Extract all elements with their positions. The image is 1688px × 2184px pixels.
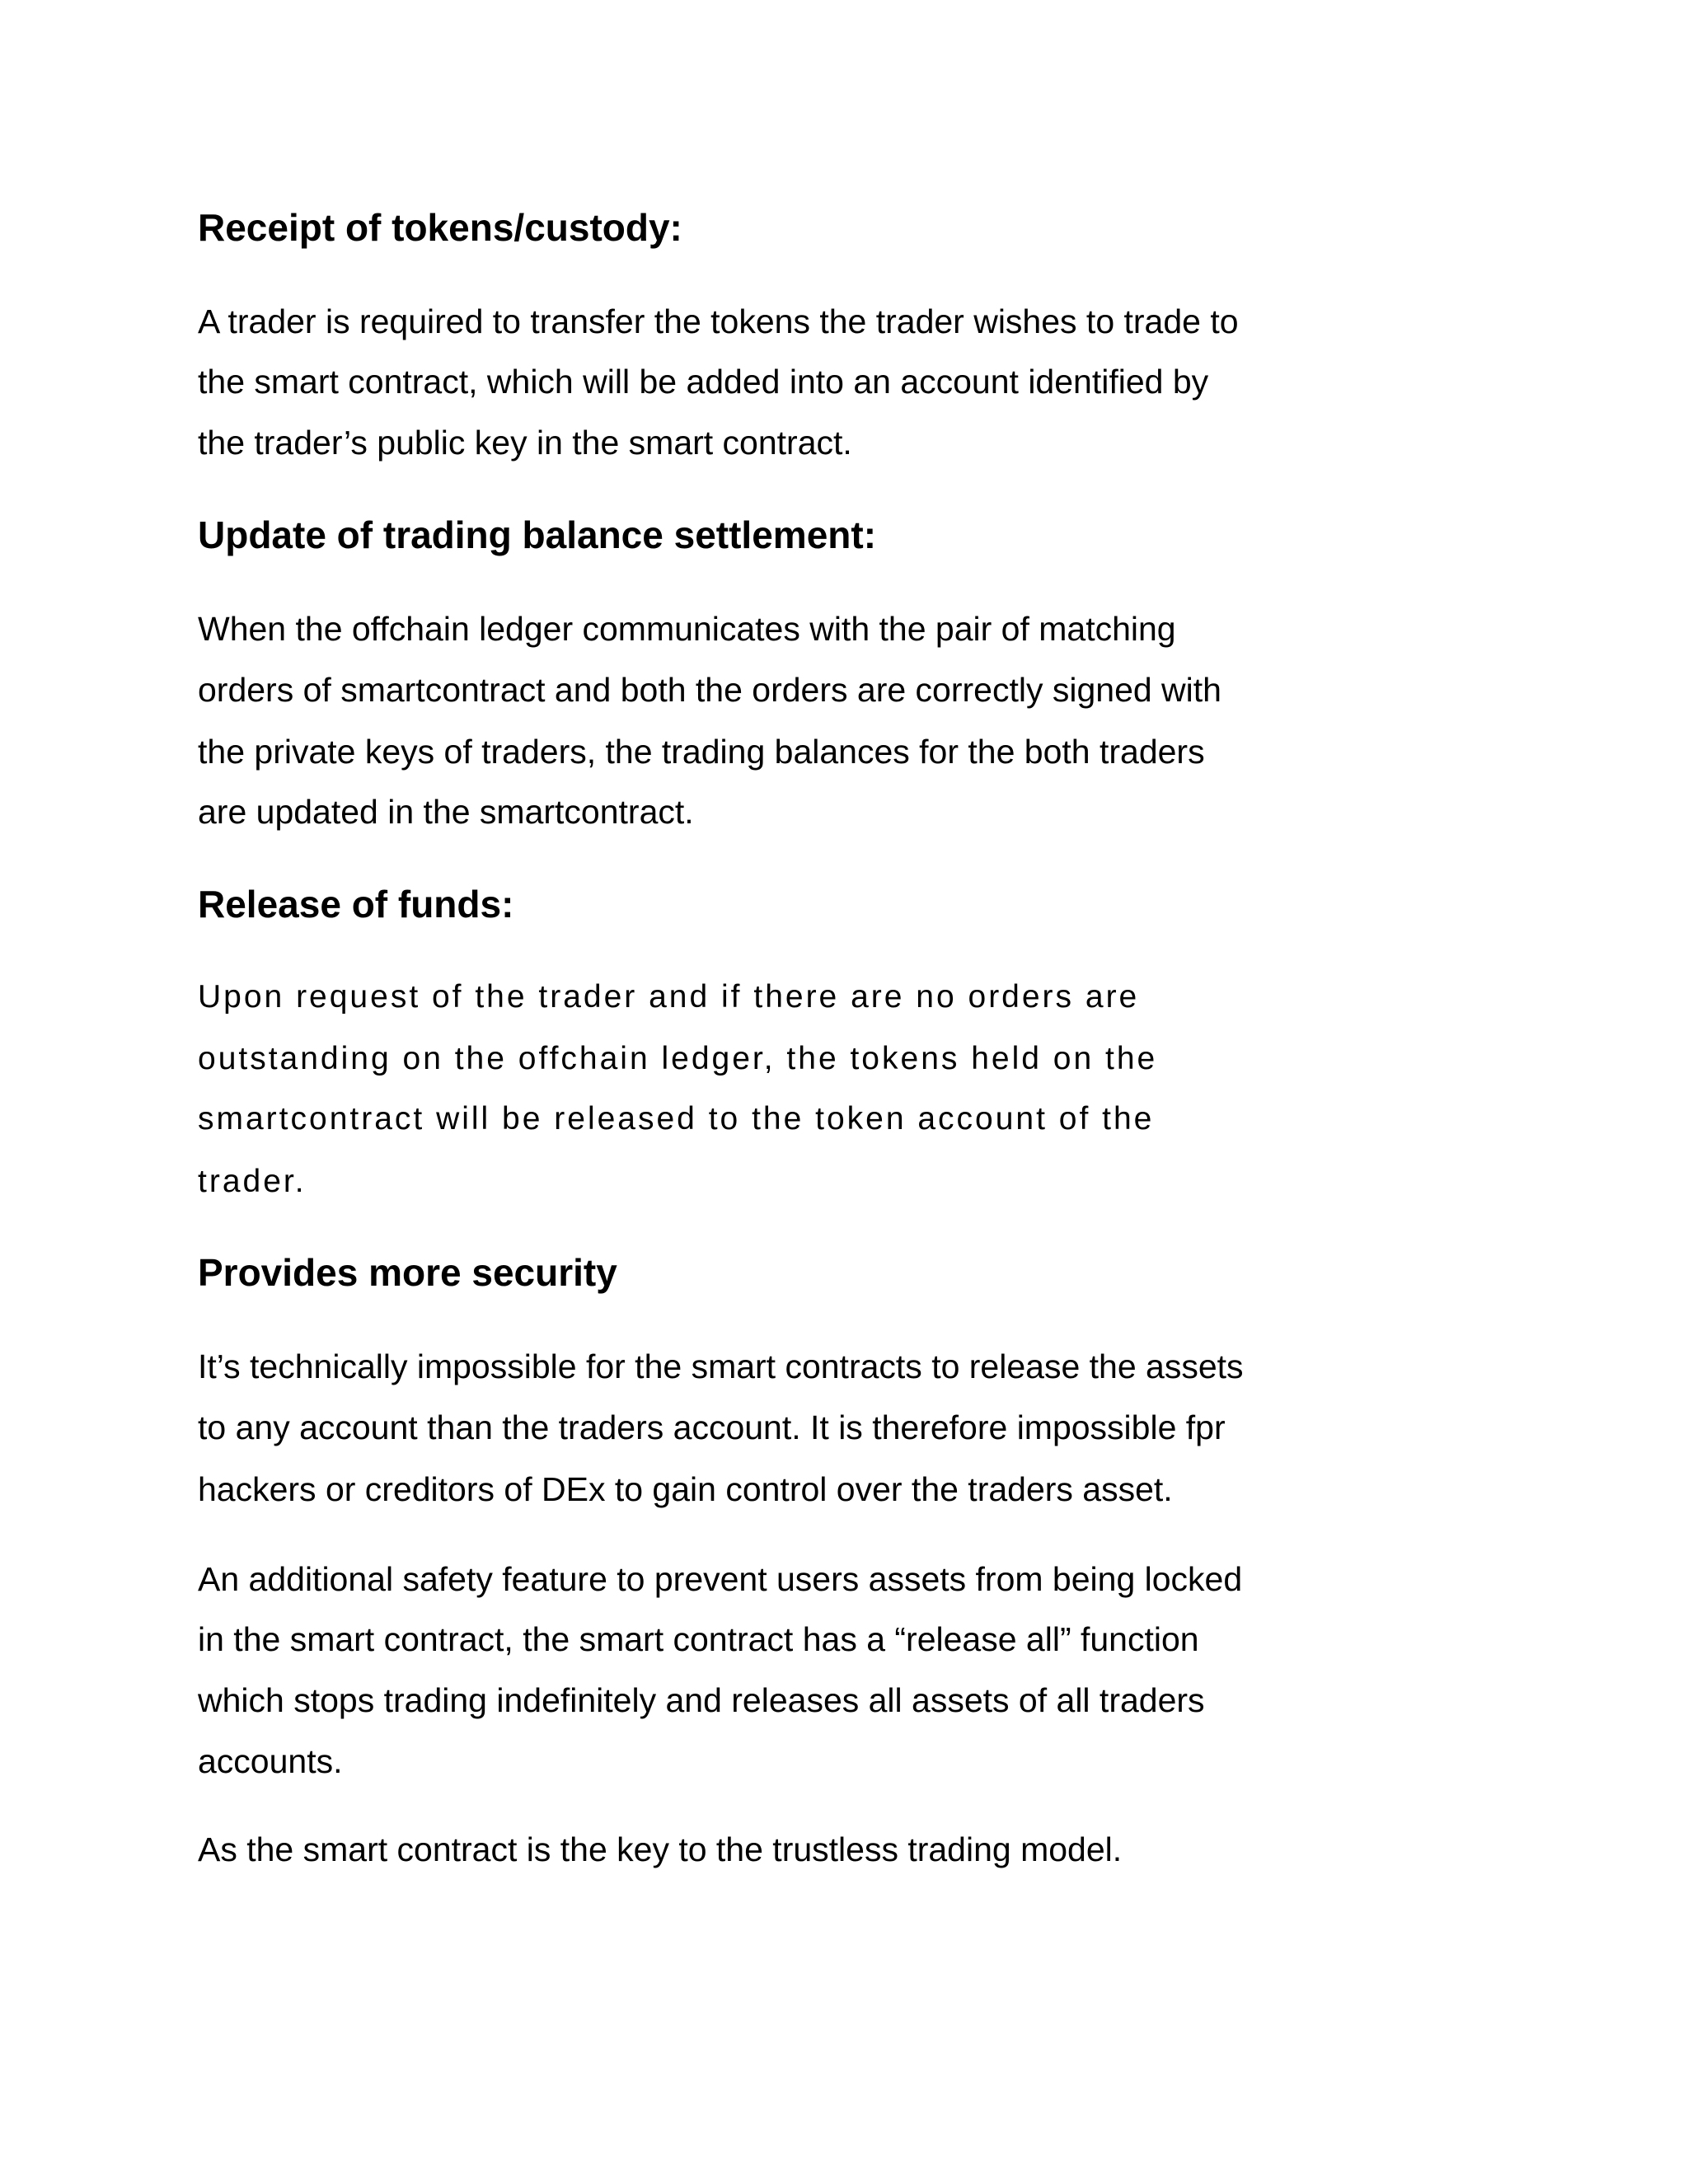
- heading-provides-more-security: Provides more security: [198, 1251, 617, 1294]
- paragraph-line: orders of smartcontract and both the orders are correctly signed with: [198, 671, 1221, 709]
- paragraph-line: the smart contract, which will be added into an account identified by: [198, 363, 1209, 401]
- paragraph-line: the trader’s public key in the smart contract.: [198, 424, 852, 462]
- paragraph-line: When the offchain ledger communicates with the pair of matching: [198, 610, 1176, 648]
- heading-update-of-trading-balance: Update of trading balance settlement:: [198, 513, 877, 556]
- heading-receipt-of-tokens: Receipt of tokens/custody:: [198, 206, 682, 249]
- paragraph-line: the private keys of traders, the trading balances for the both traders: [198, 733, 1205, 771]
- paragraph-line: hackers or creditors of DEx to gain control over the traders asset.: [198, 1470, 1173, 1508]
- paragraph-line: to any account than the traders account. It is therefore impossible fpr: [198, 1408, 1226, 1446]
- paragraph-line: A trader is required to transfer the tokens the trader wishes to trade to: [198, 302, 1239, 340]
- paragraph-line: An additional safety feature to prevent users assets from being locked: [198, 1560, 1243, 1598]
- paragraph-line: smartcontract will be released to the token account of the: [198, 1101, 1155, 1137]
- paragraph-line: accounts.: [198, 1742, 343, 1780]
- paragraph-line: in the smart contract, the smart contract has a “release all” function: [198, 1620, 1199, 1658]
- paragraph-line: As the smart contract is the key to the trustless trading model.: [198, 1830, 1123, 1868]
- paragraph-line: outstanding on the offchain ledger, the tokens held on the: [198, 1041, 1158, 1076]
- paragraph-line: are updated in the smartcontract.: [198, 793, 694, 831]
- paragraph-line: which stops trading indefinitely and releases all assets of all traders: [198, 1681, 1205, 1719]
- paragraph-line: trader.: [198, 1164, 307, 1199]
- paragraph-line: Upon request of the trader and if there are no orders are: [198, 979, 1140, 1015]
- heading-release-of-funds: Release of funds:: [198, 883, 514, 926]
- paragraph-line: It’s technically impossible for the smart contracts to release the assets: [198, 1347, 1244, 1385]
